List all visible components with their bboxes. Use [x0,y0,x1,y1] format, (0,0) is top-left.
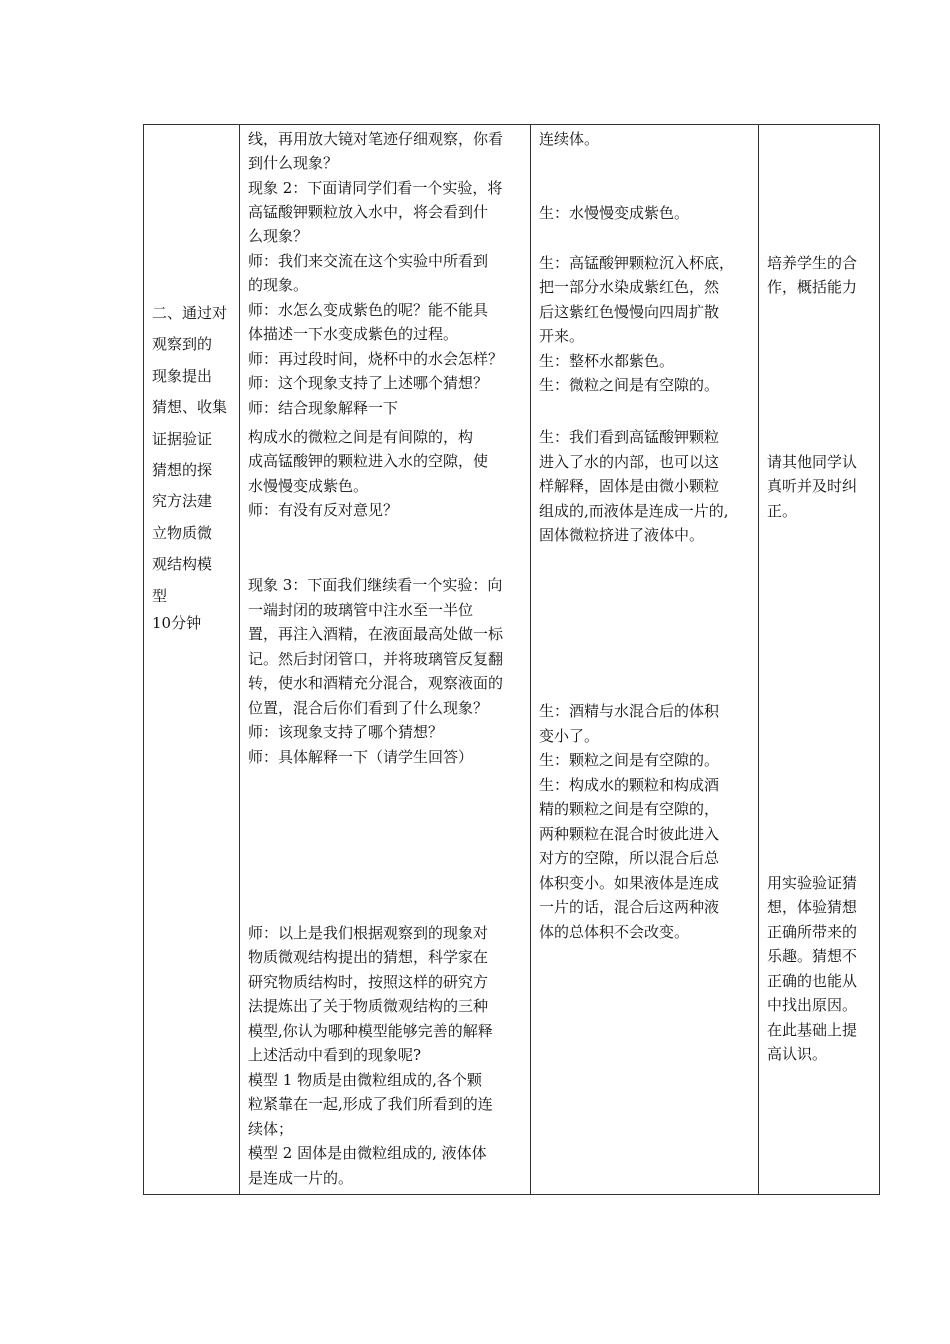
teacher-line: 上述活动中看到的现象呢? [248,1046,422,1064]
stage-line: 究方法建 [152,492,213,510]
teacher-line: 置，再注入酒精，在液面最高处做一标 [248,625,504,643]
stage-cell [144,125,240,1195]
teacher-line: 水慢慢变成紫色。 [248,477,369,495]
intent-line: 培养学生的合 [767,254,858,272]
stage-line: 证据验证 [152,430,213,448]
teacher-line: 现象 3：下面我们继续看一个实验：向 [248,576,503,594]
intent-line: 用实验验证猜 [767,874,858,892]
student-line: 生：高锰酸钾颗粒沉入杯底， [539,254,735,272]
intent-line: 请其他同学认 [767,453,858,471]
student-line: 连续体。 [539,130,600,148]
design-intent-cell [759,125,880,1195]
intent-line: 正。 [767,502,798,520]
teacher-line: 体描述一下水变成紫色的过程。 [248,325,459,343]
student-line: 对方的空隙，所以混合后总 [539,849,720,867]
intent-line: 作，概括能力 [767,278,858,296]
student-line: 进入了水的内部，也可以这 [539,453,720,471]
teacher-line: 位置，混合后你们看到了什么现象？ [248,699,489,717]
student-line: 固体微粒挤进了液体中。 [539,526,705,544]
teacher-line: 模型 2 固体是由微粒组成的, 液体体 [248,1144,487,1162]
teacher-line: 师：有没有反对意见？ [248,501,399,519]
stage-line: 二、通过对 [152,304,228,322]
teacher-line: 续体； [248,1120,294,1138]
teacher-activity-cell [240,125,531,1195]
student-line: 生：构成水的颗粒和构成酒 [539,776,720,794]
student-line: 生：颗粒之间是有空隙的。 [539,751,720,769]
student-line: 组成的,而液体是连成一片的, [539,502,729,520]
teacher-line: 成高锰酸钾的颗粒进入水的空隙，使 [248,452,489,470]
intent-line: 乐趣。猜想不 [767,947,858,965]
student-line: 生：微粒之间是有空隙的。 [539,376,720,394]
teacher-line: 构成水的微粒之间是有间隙的，构 [248,428,474,446]
stage-line: 观察到的 [152,335,213,353]
intent-line: 中找出原因。 [767,996,858,1014]
teacher-line: 师：这个现象支持了上述哪个猜想？ [248,374,489,392]
teacher-line: 的现象。 [248,276,309,294]
intent-line: 在此基础上提 [767,1021,858,1039]
intent-line: 正确的也能从 [767,972,858,990]
teacher-line: 到什么现象？ [248,154,339,172]
student-line: 体的总体积不会改变。 [539,923,690,941]
teacher-line: 师：我们来交流在这个实验中所看到 [248,252,489,270]
teacher-line: 转，使水和酒精充分混合，观察液面的 [248,674,504,692]
teacher-line: 高锰酸钾颗粒放入水中，将会看到什 [248,203,489,221]
stage-line: 现象提出 [152,367,213,385]
student-line: 开来。 [539,327,585,345]
teacher-line: 线，再用放大镜对笔迹仔细观察，你看 [248,130,504,148]
stage-line: 猜想、收集 [152,398,228,416]
teacher-line: 师：以上是我们根据观察到的现象对 [248,924,489,942]
lesson-plan-table [143,124,880,1195]
student-line: 一片的话，混合后这两种液 [539,898,720,916]
student-line: 生：整杯水都紫色。 [539,352,675,370]
teacher-line: 研究物质结构时，按照这样的研究方 [248,973,489,991]
student-line: 生：我们看到高锰酸钾颗粒 [539,428,720,446]
intent-line: 正确所带来的 [767,923,858,941]
teacher-line: 么现象？ [248,227,309,245]
teacher-line: 师：该现象支持了哪个猜想？ [248,723,444,741]
student-line: 后这紫红色慢慢向四周扩散 [539,303,720,321]
student-line: 精的颗粒之间是有空隙的， [539,800,720,818]
teacher-line: 现象 2：下面请同学们看一个实验，将 [248,179,503,197]
teacher-line: 粒紧靠在一起,形成了我们所看到的连 [248,1095,493,1113]
student-line: 变小了。 [539,727,600,745]
teacher-line: 法提炼出了关于物质微观结构的三种 [248,997,489,1015]
teacher-line: 师：具体解释一下（请学生回答） [248,748,474,766]
table-row [144,125,880,1195]
student-line: 两种颗粒在混合时彼此进入 [539,825,720,843]
teacher-line: 物质微观结构提出的猜想，科学家在 [248,948,489,966]
stage-line: 猜想的探 [152,461,213,479]
intent-line: 高认识。 [767,1045,828,1063]
teacher-line: 师：水怎么变成紫色的呢？能不能具 [248,301,489,319]
teacher-line: 师：再过段时间，烧杯中的水会怎样？ [248,350,504,368]
student-line: 样解释，固体是由微小颗粒 [539,477,720,495]
teacher-line: 师：结合现象解释一下 [248,399,399,417]
stage-line: 立物质微 [152,524,213,542]
stage-line: 观结构模 [152,555,213,573]
teacher-line: 记。然后封闭管口，并将玻璃管反复翻 [248,650,504,668]
stage-line: 型 [152,587,168,605]
stage-duration: 10分钟 [152,614,202,632]
teacher-line: 一端封闭的玻璃管中注水至一半位 [248,601,474,619]
student-line: 生：酒精与水混合后的体积 [539,702,720,720]
student-line: 把一部分水染成紫红色，然 [539,278,720,296]
student-line: 体积变小。如果液体是连成 [539,874,720,892]
student-line: 生：水慢慢变成紫色。 [539,204,690,222]
intent-line: 想，体验猜想 [767,898,858,916]
teacher-line: 模型 1 物质是由微粒组成的,各个颗 [248,1071,482,1089]
intent-line: 真听并及时纠 [767,477,858,495]
teacher-line: 是连成一片的。 [248,1169,354,1187]
student-activity-cell [531,125,759,1195]
teacher-line: 模型,你认为哪种模型能够完善的解释 [248,1022,493,1040]
